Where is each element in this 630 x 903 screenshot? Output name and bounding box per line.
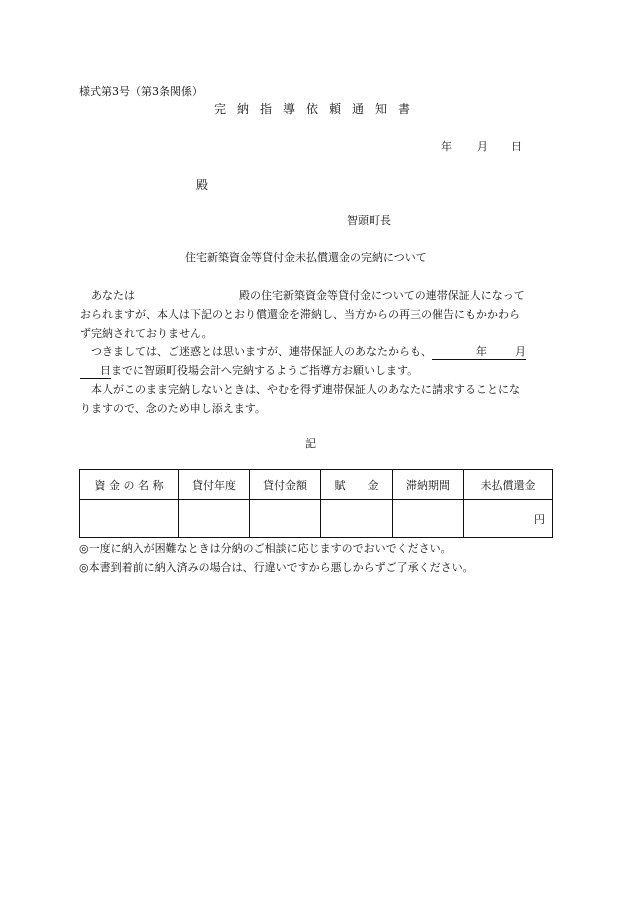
date-day-label: 日 <box>511 140 522 153</box>
deadline-year-field <box>432 343 526 360</box>
header-loan-year: 貸付年度 <box>179 470 250 500</box>
date-year-label: 年 <box>441 140 452 153</box>
note-installment: ◎一度に納入が困難なときは分納のご相談に応じますのでおいでください。 <box>79 542 452 555</box>
arrears-table <box>79 469 553 538</box>
subject-line: 住宅新築資金等貸付金未払償還金の完納について <box>185 251 427 264</box>
date-month-label: 月 <box>477 140 488 153</box>
body-paragraph-1-line-1 <box>80 287 525 303</box>
document-title: 完納指導依頼通知書 <box>214 102 422 116</box>
body-p1-start: あなたは <box>91 289 135 302</box>
body-p2-rest: までに智頭町役場会計へ完納するようご指導方お願いします。 <box>111 364 419 377</box>
header-unpaid-repayment: 未払償還金 <box>464 470 553 500</box>
cell-arrears-period <box>393 500 464 538</box>
cell-installment <box>321 500 393 538</box>
yen-unit: 円 <box>534 512 545 526</box>
table-row <box>80 500 553 538</box>
body-paragraph-2-line-2 <box>80 362 418 379</box>
deadline-month-label: 月 <box>515 345 526 358</box>
addressee-suffix: 殿 <box>196 178 209 192</box>
deadline-day-field <box>80 362 111 379</box>
header-installment: 賦 金 <box>321 470 393 500</box>
body-paragraph-3-line-2: りますので、念のため申し添えます。 <box>80 402 266 415</box>
body-p2-start: つきましては、ご迷惑とは思いますが、連帯保証人のあなたからも、 <box>91 345 432 358</box>
body-paragraph-2-line-1 <box>80 343 526 360</box>
body-p1-rest: 殿の住宅新築資金等貸付金についての連帯保証人になって <box>239 289 525 302</box>
body-paragraph-1-line-2: おられますが、本人は下記のとおり償還金を滞納し、当方からの再三の催告にもかかわら <box>80 308 520 321</box>
sender-name: 智頭町長 <box>347 214 391 227</box>
deadline-year-label: 年 <box>476 345 487 358</box>
header-loan-amount: 貸付金額 <box>250 470 321 500</box>
header-fund-name: 資 金 の 名 称 <box>80 470 179 500</box>
header-arrears-period: 滞納期間 <box>393 470 464 500</box>
deadline-day-label: 日 <box>100 364 111 377</box>
table-header-row <box>80 470 553 500</box>
cell-fund-name <box>80 500 179 538</box>
body-paragraph-1-line-3: ず完納されておりません。 <box>80 327 213 340</box>
cell-loan-amount <box>250 500 321 538</box>
ki-heading: 記 <box>305 437 316 450</box>
form-number: 様式第3号（第3条関係） <box>79 85 203 98</box>
body-paragraph-3-line-1: 本人がこのまま完納しないときは、やむを得ず連帯保証人のあなたに請求することにな <box>91 383 520 396</box>
cell-loan-year <box>179 500 250 538</box>
note-already-paid: ◎本書到着前に納入済みの場合は、行違いですから悪しからずご了承ください。 <box>79 561 474 574</box>
cell-unpaid-repayment <box>464 500 553 538</box>
